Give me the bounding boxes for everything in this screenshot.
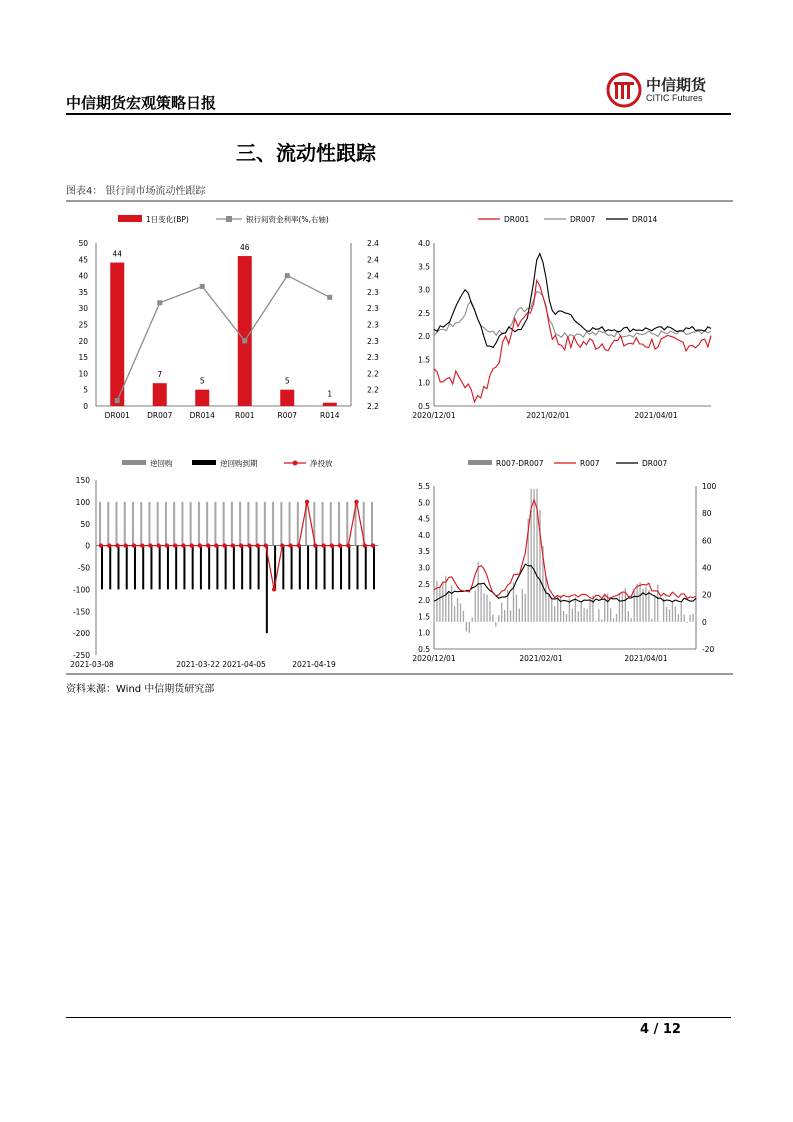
bar xyxy=(238,256,252,406)
y-tick-label: 50 xyxy=(80,519,90,529)
header-rule xyxy=(66,113,731,115)
y-tick-label: 45 xyxy=(78,255,88,265)
legend-label-bar: 1日变化(BP) xyxy=(146,215,189,224)
net-point xyxy=(231,543,235,547)
x-tick-label: 2021-04-05 xyxy=(222,660,266,669)
net-point xyxy=(280,543,284,547)
y-tick-label: 1.0 xyxy=(418,628,430,638)
y-tick-label: 10 xyxy=(78,369,88,379)
y-tick-label: 4.0 xyxy=(418,239,430,248)
y-tick-label: 5 xyxy=(83,385,88,395)
x-tick-label: R007 xyxy=(277,411,298,420)
y2-tick-label: 2.3 xyxy=(367,336,379,346)
y2-tick-label: 2.3 xyxy=(367,287,379,297)
chart-r007-spread xyxy=(412,459,716,663)
y-tick-label: 3.0 xyxy=(418,285,430,295)
net-point xyxy=(181,543,185,547)
legend-label: DR007 xyxy=(570,215,596,224)
bar xyxy=(110,263,124,406)
net-point xyxy=(132,543,136,547)
net-point xyxy=(206,543,210,547)
net-point xyxy=(371,543,375,547)
y-tick-label: -50 xyxy=(77,563,90,573)
y-tick-label: 0 xyxy=(83,402,88,411)
y-tick-label: 0.5 xyxy=(418,645,430,654)
legend-label: R007 xyxy=(580,459,600,468)
legend-label: DR014 xyxy=(632,215,658,224)
rate-point xyxy=(242,338,247,343)
legend-swatch xyxy=(468,460,492,465)
net-point xyxy=(321,543,325,547)
y2-tick-label: 100 xyxy=(702,482,717,491)
data-label: 7 xyxy=(157,370,163,380)
bar xyxy=(280,390,294,406)
legend-label: DR007 xyxy=(642,459,668,468)
y2-tick-label: 2.2 xyxy=(367,385,379,395)
x-tick-label: 2021/02/01 xyxy=(519,654,563,663)
bar xyxy=(195,390,209,406)
x-tick-label: 2021/02/01 xyxy=(526,411,570,420)
dr001-line xyxy=(434,280,711,402)
y2-tick-label: 20 xyxy=(702,590,712,600)
net-point xyxy=(189,543,193,547)
y-tick-label: -250 xyxy=(72,651,90,660)
y-tick-label: 0 xyxy=(85,541,90,551)
data-label: 5 xyxy=(284,376,290,386)
legend-swatch xyxy=(192,460,216,465)
report-title: 中信期货宏观策略日报 xyxy=(66,94,217,112)
rate-point xyxy=(285,273,290,278)
y-tick-label: -150 xyxy=(72,607,90,617)
y2-tick-label: 80 xyxy=(702,509,712,519)
citic-logo xyxy=(606,72,731,108)
chart-reverse-repo xyxy=(70,458,378,669)
x-tick-label: 2021/04/01 xyxy=(634,411,678,420)
legend-swatch-bar xyxy=(118,215,142,222)
y2-tick-label: 0 xyxy=(702,617,707,627)
legend-swatch xyxy=(122,460,146,465)
y-tick-label: 2.0 xyxy=(418,596,430,606)
y-tick-label: 4.0 xyxy=(418,530,430,540)
y2-tick-label: -20 xyxy=(702,645,715,654)
y-tick-label: 2.0 xyxy=(418,332,430,342)
net-point xyxy=(140,543,144,547)
net-point xyxy=(156,543,160,547)
net-point xyxy=(214,543,218,547)
data-label: 5 xyxy=(199,376,205,386)
x-tick-label: DR001 xyxy=(104,411,130,420)
net-point xyxy=(338,543,342,547)
net-point xyxy=(124,543,128,547)
net-point xyxy=(255,543,259,547)
legend-label: 净投放 xyxy=(310,459,333,468)
y-tick-label: 1.5 xyxy=(418,355,430,365)
legend-marker xyxy=(293,461,298,466)
legend-marker-line xyxy=(226,216,232,222)
x-tick-label: 2021/04/01 xyxy=(624,654,668,663)
net-point xyxy=(99,543,103,547)
chart-dr-rates xyxy=(412,215,711,420)
net-point xyxy=(313,543,317,547)
y2-tick-label: 2.4 xyxy=(367,271,379,281)
net-point xyxy=(264,543,268,547)
y-tick-label: 3.5 xyxy=(418,547,430,557)
y-tick-label: 50 xyxy=(78,239,88,248)
net-point xyxy=(115,543,119,547)
y-tick-label: 20 xyxy=(78,336,88,346)
bar xyxy=(153,383,167,406)
y-tick-label: 3.5 xyxy=(418,262,430,272)
x-tick-label: 2021-03-22 xyxy=(176,660,220,669)
y-tick-label: 25 xyxy=(78,320,88,330)
y-tick-label: 35 xyxy=(78,287,88,297)
net-point xyxy=(239,543,243,547)
legend-label: DR001 xyxy=(504,215,530,224)
y-tick-label: 15 xyxy=(78,353,88,363)
y-tick-label: 5.0 xyxy=(418,498,430,508)
y2-tick-label: 2.4 xyxy=(367,239,379,248)
y-tick-label: -200 xyxy=(72,629,90,639)
x-tick-label: DR014 xyxy=(189,411,215,420)
r007-line xyxy=(434,500,696,599)
x-tick-label: 2021-03-08 xyxy=(70,660,114,669)
y-tick-label: -100 xyxy=(72,585,90,595)
figure-top-rule xyxy=(66,200,733,202)
footer-rule xyxy=(66,1017,731,1018)
rate-point xyxy=(157,300,162,305)
x-tick-label: 2020/12/01 xyxy=(412,654,456,663)
legend-label: 逆回购 xyxy=(150,459,173,468)
data-label: 1 xyxy=(327,389,333,399)
net-point xyxy=(173,543,177,547)
rate-line xyxy=(117,276,333,401)
y-tick-label: 0.5 xyxy=(418,402,430,411)
y-tick-label: 1.0 xyxy=(418,378,430,388)
net-point xyxy=(198,543,202,547)
y2-tick-label: 2.2 xyxy=(367,402,379,411)
y-tick-label: 150 xyxy=(75,476,90,485)
data-label: 46 xyxy=(239,243,250,253)
y-tick-label: 5.5 xyxy=(418,482,430,491)
y2-tick-label: 2.3 xyxy=(367,353,379,363)
rate-point xyxy=(115,398,120,403)
y2-tick-label: 2.3 xyxy=(367,304,379,314)
x-tick-label: R014 xyxy=(319,411,340,420)
y-tick-label: 2.5 xyxy=(418,579,430,589)
dr014-line xyxy=(434,254,711,348)
section-title: 三、流动性跟踪 xyxy=(236,141,376,165)
x-tick-label: 2020/12/01 xyxy=(412,411,456,420)
x-tick-label: 2021-04-19 xyxy=(292,660,336,669)
net-point xyxy=(330,543,334,547)
y-tick-label: 3.0 xyxy=(418,563,430,573)
net-point xyxy=(363,543,367,547)
y-tick-label: 4.5 xyxy=(418,514,430,524)
charts-panel xyxy=(66,203,733,673)
y2-tick-label: 40 xyxy=(702,563,712,573)
net-point xyxy=(305,500,309,504)
net-point xyxy=(272,587,276,591)
source-note: 资料来源：Wind 中信期货研究部 xyxy=(66,684,215,695)
citic-logo-icon xyxy=(606,72,642,108)
y-tick-label: 100 xyxy=(75,497,90,507)
rate-point xyxy=(200,284,205,289)
page-number: 4 / 12 xyxy=(640,1022,681,1037)
net-point xyxy=(247,543,251,547)
net-point xyxy=(148,543,152,547)
net-point xyxy=(297,543,301,547)
data-label: 44 xyxy=(112,249,123,259)
bar xyxy=(323,403,337,406)
y2-tick-label: 2.3 xyxy=(367,320,379,330)
y2-tick-label: 2.2 xyxy=(367,369,379,379)
y-tick-label: 1.5 xyxy=(418,612,430,622)
figure-caption: 图表4： 银行间市场流动性跟踪 xyxy=(66,186,206,197)
net-point xyxy=(346,543,350,547)
y-tick-label: 30 xyxy=(78,304,88,314)
figure-bottom-rule xyxy=(66,673,733,675)
x-tick-label: R001 xyxy=(234,411,255,420)
legend-label: R007-DR007 xyxy=(496,459,544,468)
net-point xyxy=(165,543,169,547)
x-tick-label: DR007 xyxy=(147,411,173,420)
y2-tick-label: 2.4 xyxy=(367,255,379,265)
net-point xyxy=(222,543,226,547)
y-tick-label: 40 xyxy=(78,271,88,281)
net-point xyxy=(288,543,292,547)
logo-cn-text: 中信期货 xyxy=(646,76,707,94)
chart-rate-change xyxy=(78,214,379,420)
legend-label: 逆回购到期 xyxy=(220,459,258,468)
net-point xyxy=(107,543,111,547)
net-point xyxy=(354,500,358,504)
y2-tick-label: 60 xyxy=(702,536,712,546)
rate-point xyxy=(327,295,332,300)
legend-label-line: 银行间资金利率(%,右轴) xyxy=(246,215,329,224)
logo-en-text: CITIC Futures xyxy=(646,93,703,103)
y-tick-label: 2.5 xyxy=(418,308,430,318)
